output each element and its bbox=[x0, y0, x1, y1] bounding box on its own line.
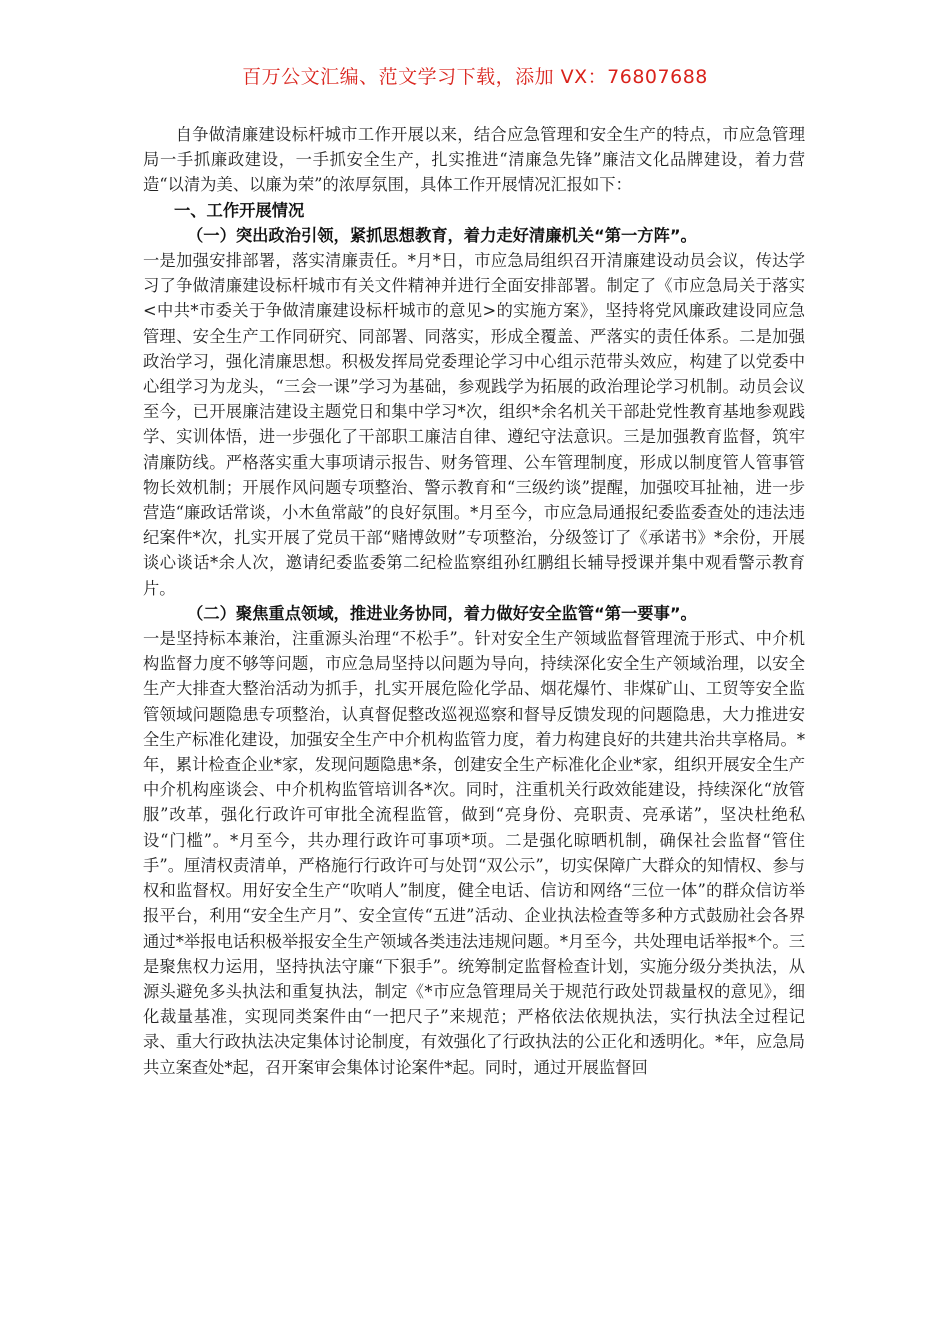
subsection-heading-1: （一）突出政治引领，紧抓思想教育，着力走好清廉机关“第一方阵”。 bbox=[187, 225, 697, 245]
subsection-body-1: 一是加强安排部署，落实清廉责任。*月*日，市应急局组织召开清廉建设动员会议，传达学习了争做清廉建设标杆城市有关文件精神并进行全面安排部署。制定了《市应急局关于落实<中共*市委关于争做清廉建设标杆城市的意见>的实施方案》，坚持将党风廉政建设同应急管理、安全生产工作同研究、同部署、同落实，形成全覆盖、严落实的责任体系。二是加强政治学习，强化清廉思想。积极发挥局党委理论学习中心组示范带头效应，构建了以党委中心组学习为龙头，“三会一课”学习为基础，参观践学为拓展的政治理论学习机制。动员会议至今，已开展廉洁建设主题党日和集中学习*次，组织*余名机关干部赴党性教育基地参观践学、实训体悟，进一步强化了干部职工廉洁自律、遵纪守法意识。三是加强教育监督，筑牢清廉防线。严格落实重大事项请示报告、财务管理、公车管理制度，形成以制度管人管事管物长效机制；开展作风问题专项整治、警示教育和“三级约谈”提醒，加强咬耳扯袖，进一步营造“廉政话常谈，小木鱼常敲”的良好氛围。*月至今，市应急局通报纪委监委查处的违法违纪案件*次，扎实开展了党员干部“赌博敛财”专项整治，分级签订了《承诺书》*余份，开展谈心谈话*余人次，邀请纪委监委第二纪检监察组孙红鹏组长辅导授课并集中观看警示教育片。 bbox=[143, 251, 805, 598]
intro-paragraph: 自争做清廉建设标杆城市工作开展以来，结合应急管理和安全生产的特点，市应急管理局一手抓廉政建设，一手抓安全生产，扎实推进“清廉急先锋”廉洁文化品牌建设，着力营造“以清为美、以廉为荣”的浓厚氛围，具体工作开展情况汇报如下： bbox=[143, 125, 805, 195]
subsection-body-2: 一是坚持标本兼治，注重源头治理“不松手”。针对安全生产领域监督管理流于形式、中介机构监督力度不够等问题，市应急局坚持以问题为导向，持续深化安全生产领域治理，以安全生产大排查大整治活动为抓手，扎实开展危险化学品、烟花爆竹、非煤矿山、工贸等安全监管领域问题隐患专项整治，认真督促整改巡视巡察和督导反馈发现的问题隐患，大力推进安全生产标准化建设，加强安全生产中介机构监管力度，着力构建良好的共建共治共享格局。*年，累计检查企业*家，发现问题隐患*条，创建安全生产标准化企业*家，组织开展安全生产中介机构座谈会、中介机构监管培训各*次。同时，注重机关行政效能建设，持续深化“放管服”改革，强化行政许可审批全流程监管，做到“亮身份、亮职责、亮承诺”，坚决杜绝私设“门槛”。*月至今，共办理行政许可事项*项。二是强化晾晒机制，确保社会监督“管住手”。厘清权责清单，严格施行行政许可与处罚“双公示”，切实保障广大群众的知情权、参与权和监督权。用好安全生产“吹哨人”制度，健全电话、信访和网络“三位一体”的群众信访举报平台，利用“安全生产月”、安全宣传“五进”活动、企业执法检查等多种方式鼓励社会各界通过*举报电话积极举报安全生产领域各类违法违规问题。*月至今，共处理电话举报*个。三是聚焦权力运用，坚持执法守廉“下狠手”。统筹制定监督检查计划，实施分级分类执法，从源头避免多头执法和重复执法，制定《*市应急管理局关于规范行政处罚裁量权的意见》，细化裁量基准，实现同类案件由“一把尺子”来规范；严格依法依规执法，实行执法全过程记录、重大行政执法决定集体讨论制度，有效强化了行政执法的公正化和透明化。*年，应急局共立案查处*起，召开案审会集体讨论案件*起。同时，通过开展监督回 bbox=[143, 629, 805, 1077]
header-banner: 百万公文汇编、范文学习下载，添加 VX：76807688 bbox=[242, 66, 708, 88]
section-heading-1: 一、工作开展情况 bbox=[173, 200, 305, 220]
subsection-heading-2: （二）聚焦重点领域，推进业务协同，着力做好安全监管“第一要事”。 bbox=[187, 603, 697, 623]
document-body bbox=[143, 122, 805, 1080]
